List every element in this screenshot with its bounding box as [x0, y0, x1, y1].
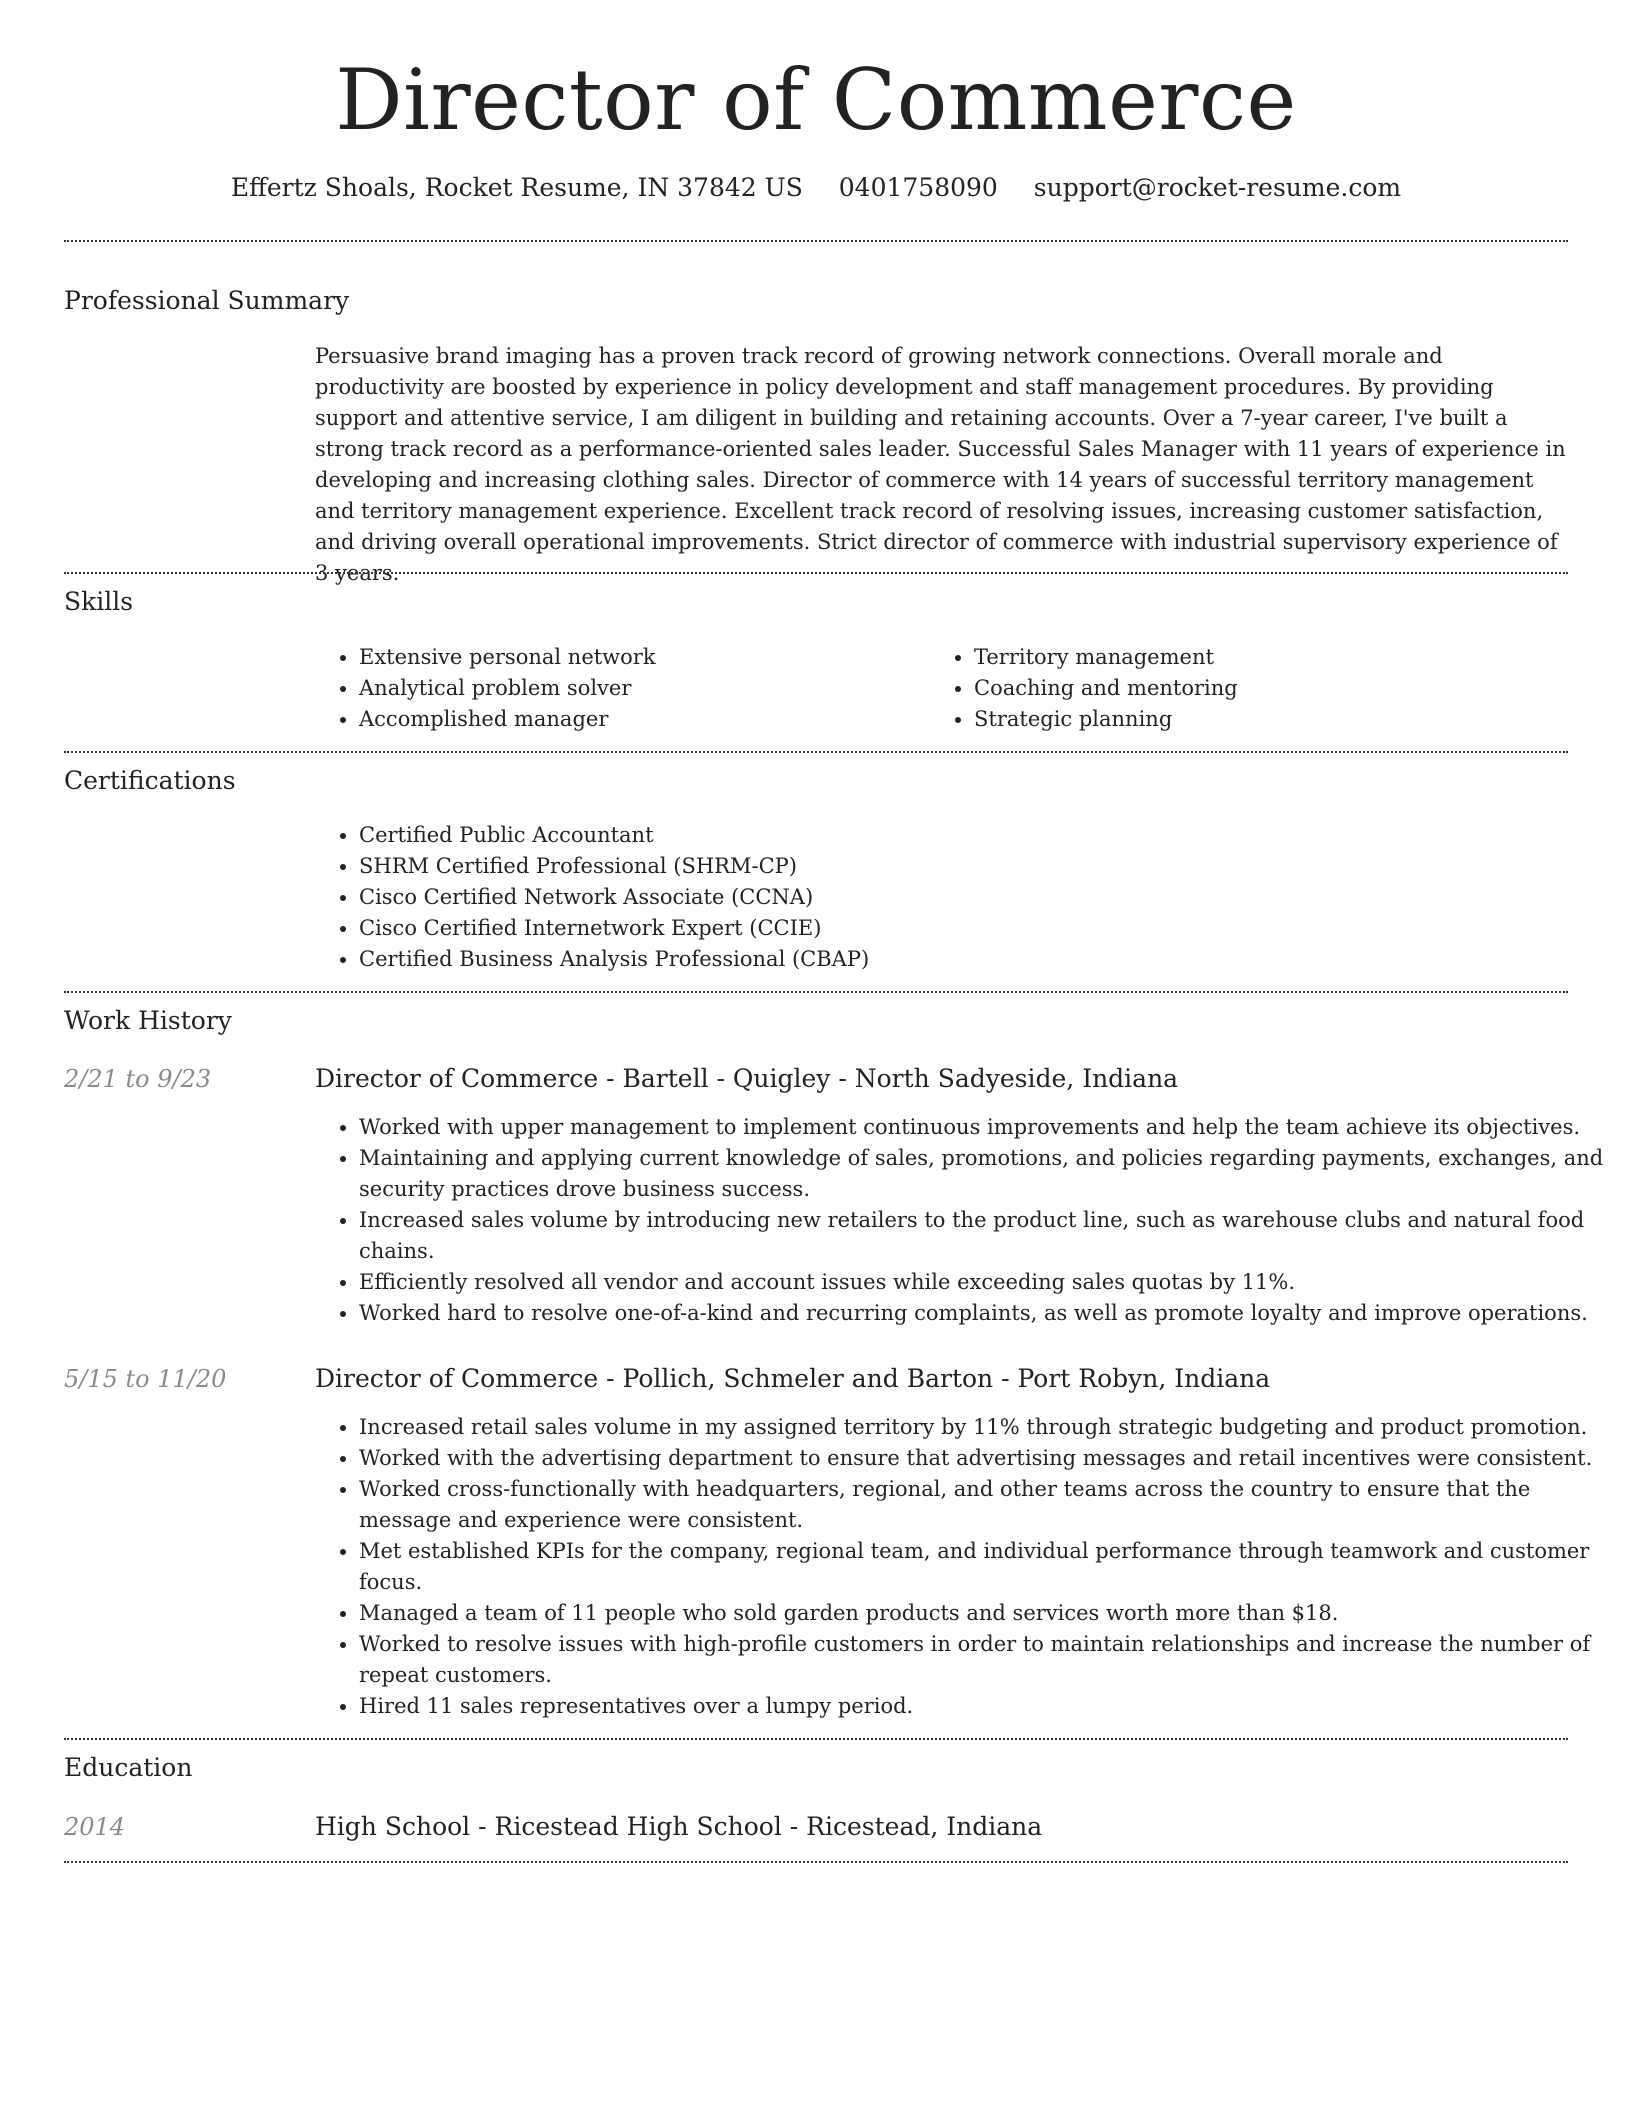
job-dates: 2/21 to 9/23 [64, 1065, 212, 1093]
education-entry: High School - Ricestead High School - Ricestead, Indiana [315, 1812, 1043, 1841]
certification-item: • Cisco Certified Network Associate (CCNA) [359, 882, 1559, 913]
education-year: 2014 [64, 1813, 126, 1841]
skills-list-right [930, 642, 1574, 735]
certification-item: • SHRM Certified Professional (SHRM-CP) [359, 851, 1559, 882]
job-bullets [315, 1412, 1612, 1722]
skills-list-left [315, 642, 919, 735]
job-bullet: • Managed a team of 11 people who sold garden products and services worth more than $18. [359, 1598, 1612, 1629]
skill-item: • Strategic planning [974, 704, 1574, 735]
section-title-certifications: Certifications [64, 766, 236, 795]
job-bullets [315, 1112, 1612, 1329]
section-title-skills: Skills [64, 587, 134, 616]
certifications-list [315, 820, 1559, 975]
job-title: Director of Commerce - Pollich, Schmeler and Barton - Port Robyn, Indiana [315, 1364, 1271, 1393]
job-bullet: • Met established KPIs for the company, regional team, and individual performance through teamwork and customer focus. [359, 1536, 1612, 1598]
divider [64, 1738, 1568, 1740]
resume-name: Director of Commerce [335, 51, 1297, 149]
skill-item: • Extensive personal network [359, 642, 919, 673]
divider [64, 240, 1568, 242]
job-bullet: • Worked with the advertising department to ensure that advertising messages and retail incentives were consistent. [359, 1443, 1612, 1474]
certification-item: • Certified Public Accountant [359, 820, 1559, 851]
skill-item: • Territory management [974, 642, 1574, 673]
skill-item: • Coaching and mentoring [974, 673, 1574, 704]
section-title-education: Education [64, 1753, 193, 1782]
job-title: Director of Commerce - Bartell - Quigley - North Sadyeside, Indiana [315, 1064, 1179, 1093]
summary-text: Persuasive brand imaging has a proven track record of growing network connections. Overall morale and productivity are boosted by experience in policy development and staff management procedures. By providing support and attentive service, I am diligent in building and retaining accounts. Over a 7-year career, I've built a strong track record as a performance-oriented sales leader. Successful Sales Manager with 11 years of experience in developing and increasing clothing sales. Director of commerce with 14 years of successful territory management and territory management experience. Excellent track record of resolving issues, increasing customer satisfaction, and driving overall operational improvements. Strict director of commerce with industrial supervisory experience of 3 years. [315, 344, 1566, 585]
certification-item: • Cisco Certified Internetwork Expert (CCIE) [359, 913, 1559, 944]
job-bullet: • Worked to resolve issues with high-profile customers in order to maintain relationships and increase the number of repeat customers. [359, 1629, 1612, 1691]
skill-item: • Analytical problem solver [359, 673, 919, 704]
contact-phone: 0401758090 [838, 173, 998, 202]
job-dates: 5/15 to 11/20 [64, 1365, 227, 1393]
job-bullet: • Maintaining and applying current knowledge of sales, promotions, and policies regarding payments, exchanges, and security practices drove business success. [359, 1143, 1612, 1205]
job-bullet: • Hired 11 sales representatives over a lumpy period. [359, 1691, 1612, 1722]
contact-line [0, 170, 1632, 206]
contact-email: support@rocket-resume.com [1033, 173, 1402, 202]
job-bullet: • Worked with upper management to implement continuous improvements and help the team achieve its objectives. [359, 1112, 1612, 1143]
job-bullet: • Increased sales volume by introducing new retailers to the product line, such as warehouse clubs and natural food chains. [359, 1205, 1612, 1267]
divider [64, 1861, 1568, 1863]
certification-item: • Certified Business Analysis Professional (CBAP) [359, 944, 1559, 975]
job-bullet: • Increased retail sales volume in my assigned territory by 11% through strategic budgeting and product promotion. [359, 1412, 1612, 1443]
skill-item: • Accomplished manager [359, 704, 919, 735]
job-bullet: • Worked cross-functionally with headquarters, regional, and other teams across the country to ensure that the message and experience were consistent. [359, 1474, 1612, 1536]
job-bullet: • Worked hard to resolve one-of-a-kind and recurring complaints, as well as promote loyalty and improve operations. [359, 1298, 1612, 1329]
divider [64, 751, 1568, 753]
section-title-summary: Professional Summary [64, 286, 350, 315]
job-bullet: • Efficiently resolved all vendor and account issues while exceeding sales quotas by 11%. [359, 1267, 1612, 1298]
section-title-work-history: Work History [64, 1006, 232, 1035]
divider [64, 991, 1568, 993]
contact-address: Effertz Shoals, Rocket Resume, IN 37842 US [230, 173, 803, 202]
divider [64, 572, 1568, 574]
